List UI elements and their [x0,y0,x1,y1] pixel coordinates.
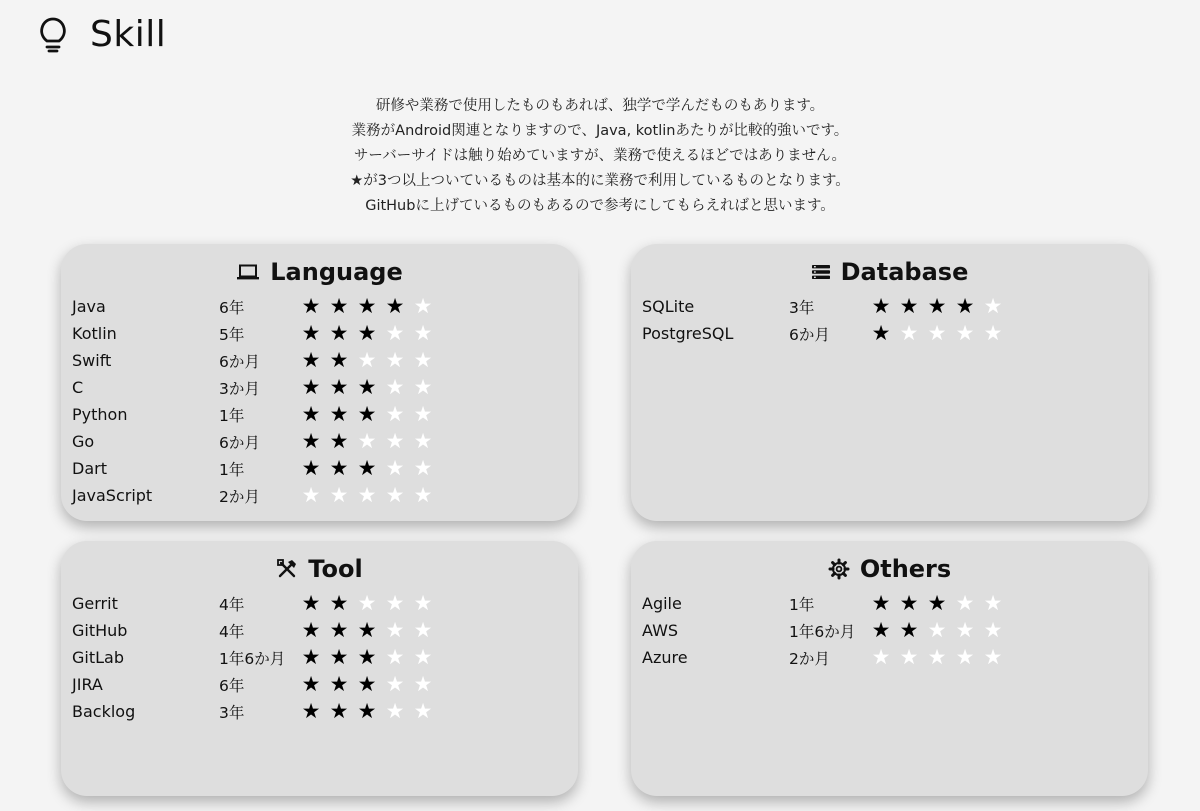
skill-name: Kotlin [72,324,117,343]
star-empty-icon: ★ [413,483,433,507]
card-title: Language [270,258,403,286]
star-empty-icon: ★ [899,321,919,345]
skill-row [642,644,1148,671]
star-filled-icon: ★ [301,402,321,426]
skill-duration: 4年 [219,622,245,641]
star-filled-icon: ★ [899,591,919,615]
skill-name: JavaScript [72,486,153,505]
star-empty-icon: ★ [413,456,433,480]
star-empty-icon: ★ [413,429,433,453]
star-filled-icon: ★ [357,375,377,399]
star-empty-icon: ★ [357,591,377,615]
star-rating [297,698,437,725]
skill-row [642,320,1148,347]
star-filled-icon: ★ [301,699,321,723]
star-empty-icon: ★ [385,483,405,507]
star-rating [297,482,437,509]
star-filled-icon: ★ [357,321,377,345]
star-rating [297,644,437,671]
database-list-icon [811,263,831,281]
skill-row [72,617,578,644]
star-filled-icon: ★ [927,591,947,615]
skill-duration: 3か月 [219,379,260,398]
star-rating [297,347,437,374]
card-language [61,244,578,521]
intro-line: GitHubに上げているものもあるので参考にしてもらえればと思います。 [365,198,835,214]
card-header [61,554,578,584]
skill-name: Gerrit [72,594,118,613]
star-empty-icon: ★ [413,348,433,372]
star-filled-icon: ★ [301,294,321,318]
skill-row [642,590,1148,617]
skill-row [72,698,578,725]
star-filled-icon: ★ [329,321,349,345]
star-filled-icon: ★ [329,645,349,669]
skill-name: AWS [642,621,679,640]
skill-name: SQLite [642,297,695,316]
star-empty-icon: ★ [871,645,891,669]
star-empty-icon: ★ [413,294,433,318]
skill-duration: 1年6か月 [789,622,856,641]
star-empty-icon: ★ [385,672,405,696]
skill-duration: 6か月 [219,433,260,452]
star-rating [867,590,1007,617]
intro-line: 研修や業務で使用したものもあれば、独学で学んだものもあります。 [375,98,825,114]
star-filled-icon: ★ [329,429,349,453]
skill-name: Go [72,432,95,451]
star-rating [867,617,1007,644]
intro-line: サーバーサイドは触り始めていますが、業務で使えるほどではありません。 [353,148,847,164]
star-empty-icon: ★ [955,321,975,345]
star-empty-icon: ★ [983,645,1003,669]
star-empty-icon: ★ [955,591,975,615]
card-header [61,257,578,287]
star-empty-icon: ★ [413,672,433,696]
star-filled-icon: ★ [329,402,349,426]
skill-name: Python [72,405,128,424]
skill-name: C [72,378,84,397]
skill-row [72,428,578,455]
star-rating [297,671,437,698]
star-filled-icon: ★ [357,699,377,723]
star-filled-icon: ★ [871,294,891,318]
skill-name: Dart [72,459,107,478]
card-header [631,257,1148,287]
skill-duration: 1年 [219,460,245,479]
skill-row [72,482,578,509]
star-filled-icon: ★ [955,294,975,318]
skill-duration: 6か月 [789,325,830,344]
star-filled-icon: ★ [329,456,349,480]
star-rating [297,428,437,455]
skill-name: Backlog [72,702,136,721]
skill-row [72,347,578,374]
skill-duration: 1年 [789,595,815,614]
star-rating [867,644,1007,671]
star-empty-icon: ★ [927,618,947,642]
star-filled-icon: ★ [329,375,349,399]
star-empty-icon: ★ [413,591,433,615]
star-empty-icon: ★ [385,456,405,480]
skill-row [72,320,578,347]
star-filled-icon: ★ [329,294,349,318]
star-empty-icon: ★ [413,699,433,723]
star-filled-icon: ★ [301,672,321,696]
star-empty-icon: ★ [413,618,433,642]
skill-duration: 6か月 [219,352,260,371]
card-database [631,244,1148,521]
star-empty-icon: ★ [357,348,377,372]
star-empty-icon: ★ [983,321,1003,345]
skill-name: GitLab [72,648,124,667]
skill-duration: 6年 [219,676,245,695]
skill-row [72,644,578,671]
star-filled-icon: ★ [329,348,349,372]
star-filled-icon: ★ [385,294,405,318]
star-filled-icon: ★ [301,429,321,453]
card-others [631,541,1148,796]
skill-list [61,293,578,509]
skill-row [642,617,1148,644]
star-filled-icon: ★ [357,618,377,642]
star-empty-icon: ★ [385,402,405,426]
star-empty-icon: ★ [413,375,433,399]
page-title-text: Skill [90,14,167,55]
star-empty-icon: ★ [413,402,433,426]
star-filled-icon: ★ [301,591,321,615]
page-title [38,14,166,55]
star-filled-icon: ★ [357,294,377,318]
skill-row [72,671,578,698]
star-empty-icon: ★ [329,483,349,507]
star-filled-icon: ★ [357,456,377,480]
star-filled-icon: ★ [301,456,321,480]
skill-duration: 2か月 [219,487,260,506]
star-filled-icon: ★ [871,591,891,615]
skill-name: Java [72,297,106,316]
tools-icon [276,558,298,580]
star-empty-icon: ★ [927,645,947,669]
star-filled-icon: ★ [329,699,349,723]
star-filled-icon: ★ [927,294,947,318]
star-filled-icon: ★ [301,618,321,642]
star-empty-icon: ★ [385,429,405,453]
skill-name: Agile [642,594,682,613]
card-title: Database [840,258,969,286]
star-rating [867,320,1007,347]
star-filled-icon: ★ [357,402,377,426]
star-filled-icon: ★ [301,321,321,345]
star-empty-icon: ★ [983,618,1003,642]
skill-duration: 1年 [219,406,245,425]
star-empty-icon: ★ [385,348,405,372]
star-rating [867,293,1007,320]
star-rating [297,320,437,347]
star-empty-icon: ★ [413,645,433,669]
skill-row [72,374,578,401]
star-empty-icon: ★ [927,321,947,345]
star-rating [297,293,437,320]
intro-line: 業務がAndroid関連となりますので、Java, kotlinあたりが比較的強いです。 [351,123,849,139]
star-empty-icon: ★ [983,294,1003,318]
star-rating [297,455,437,482]
star-empty-icon: ★ [385,645,405,669]
star-empty-icon: ★ [357,483,377,507]
star-empty-icon: ★ [955,618,975,642]
card-title: Others [859,555,952,583]
star-filled-icon: ★ [357,645,377,669]
star-empty-icon: ★ [413,321,433,345]
star-filled-icon: ★ [357,672,377,696]
skill-name: Swift [72,351,112,370]
star-empty-icon: ★ [385,321,405,345]
star-empty-icon: ★ [899,645,919,669]
star-filled-icon: ★ [329,591,349,615]
intro-line: ★が3つ以上ついているものは基本的に業務で利用しているものとなります。 [350,173,850,189]
skill-duration: 2か月 [789,649,830,668]
star-empty-icon: ★ [385,375,405,399]
skill-duration: 5年 [219,325,245,344]
intro-text [0,94,1200,219]
skill-list [631,293,1148,347]
skill-name: Azure [642,648,688,667]
star-filled-icon: ★ [899,618,919,642]
star-filled-icon: ★ [329,672,349,696]
star-filled-icon: ★ [301,375,321,399]
star-filled-icon: ★ [871,321,891,345]
skill-row [72,293,578,320]
card-header [631,554,1148,584]
skill-duration: 3年 [789,298,815,317]
star-empty-icon: ★ [301,483,321,507]
star-rating [297,590,437,617]
skill-row [72,590,578,617]
skill-name: JIRA [72,675,103,694]
skill-row [72,455,578,482]
laptop-icon [236,263,260,281]
skill-duration: 6年 [219,298,245,317]
star-rating [297,401,437,428]
star-empty-icon: ★ [385,618,405,642]
skill-duration: 3年 [219,703,245,722]
star-filled-icon: ★ [329,618,349,642]
skill-row [642,293,1148,320]
star-empty-icon: ★ [357,429,377,453]
star-empty-icon: ★ [983,591,1003,615]
skill-duration: 1年6か月 [219,649,286,668]
skill-list [631,590,1148,671]
card-tool [61,541,578,796]
skill-name: PostgreSQL [642,324,734,343]
star-rating [297,374,437,401]
star-filled-icon: ★ [301,645,321,669]
skill-row [72,401,578,428]
star-rating [297,617,437,644]
star-empty-icon: ★ [955,645,975,669]
lightbulb-icon [38,17,68,53]
star-filled-icon: ★ [301,348,321,372]
gear-icon [828,558,850,580]
star-filled-icon: ★ [899,294,919,318]
card-title: Tool [308,555,363,583]
star-empty-icon: ★ [385,699,405,723]
skill-list [61,590,578,725]
star-empty-icon: ★ [385,591,405,615]
star-filled-icon: ★ [871,618,891,642]
skill-name: GitHub [72,621,128,640]
skill-duration: 4年 [219,595,245,614]
